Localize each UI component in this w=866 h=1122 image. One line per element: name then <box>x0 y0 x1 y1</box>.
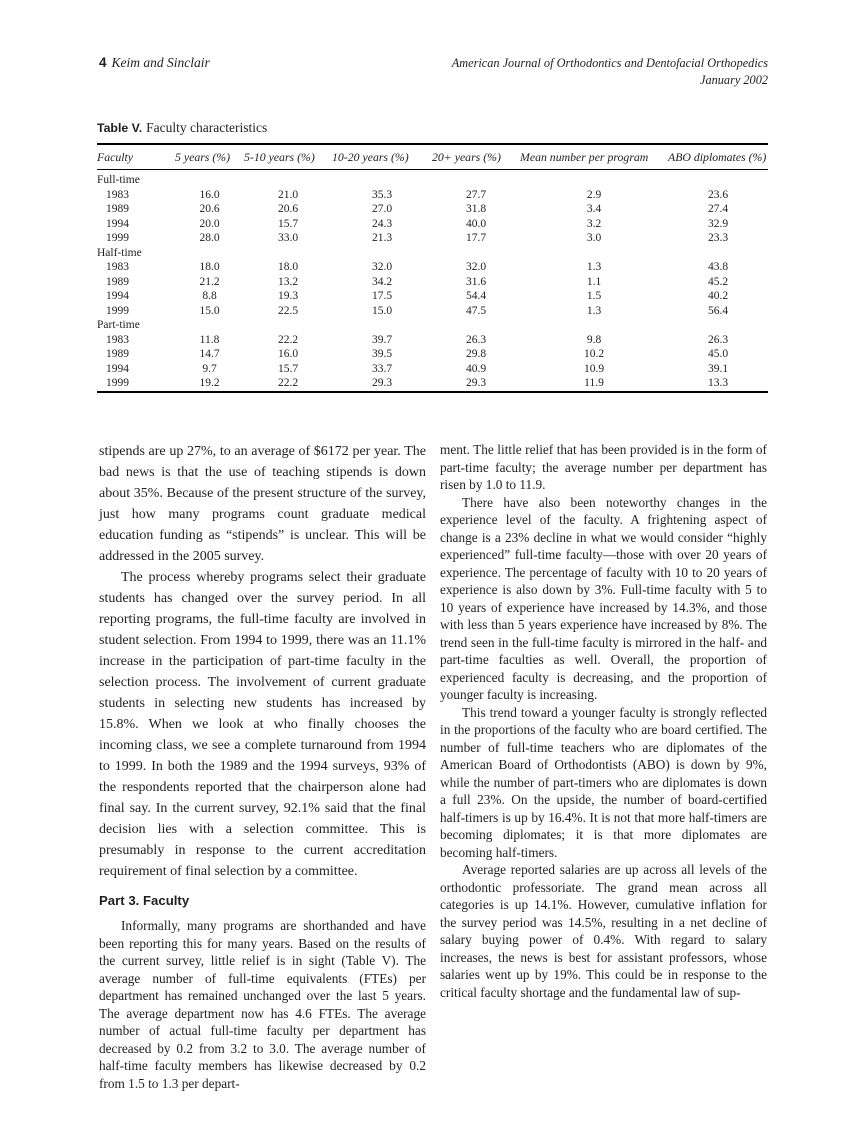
table-cell-value: 21.0 <box>277 188 299 201</box>
table-cell-value: 19.3 <box>277 290 299 302</box>
table-cell-value: 8.8 <box>202 290 217 302</box>
table-cell-value: 14.7 <box>199 348 220 360</box>
table-cell-value: 15.7 <box>277 217 299 230</box>
table-cell-value: 32.0 <box>465 261 487 273</box>
table-cell-value: 15.0 <box>371 304 393 317</box>
page-number: 4 <box>99 55 107 70</box>
table-group-label: Full-time <box>97 174 140 186</box>
table-cell-year: 1994 <box>106 362 129 375</box>
table-row <box>97 362 768 377</box>
table-cell-value: 22.5 <box>277 304 299 317</box>
table-row <box>97 188 768 203</box>
table-cell-value: 27.4 <box>707 203 729 215</box>
table-cell-value: 23.6 <box>707 188 729 201</box>
table-cell-value: 13.3 <box>707 377 729 389</box>
col-header-10-20-years: 10-20 years (%) <box>332 144 432 170</box>
running-head <box>99 55 768 89</box>
table-cell-value: 34.2 <box>371 275 393 288</box>
table-cell-value: 39.7 <box>371 333 393 346</box>
table-cell-value: 11.9 <box>584 377 604 389</box>
table-cell-year: 1994 <box>106 217 129 230</box>
table-cell-value: 1.5 <box>586 290 602 302</box>
col-header-faculty: Faculty <box>97 144 175 170</box>
table-cell-value: 10.9 <box>583 362 605 375</box>
table-cell-value: 29.3 <box>371 377 393 389</box>
table-title <box>97 120 768 136</box>
table-cell-value: 16.0 <box>277 348 299 360</box>
table-row <box>97 376 768 392</box>
table-cell-value: 19.2 <box>199 377 220 389</box>
table-cell-value: 32.9 <box>707 217 729 230</box>
table-cell-value: 29.8 <box>465 348 487 360</box>
col-header-abo-diplomates: ABO diplomates (%) <box>668 144 768 170</box>
table-cell-value: 32.0 <box>371 261 393 273</box>
body-paragraph: Informally, many programs are shorthanded and have been reporting this for many years. Based on the results of the current survey, little relief is in sight (Table V). The average number of full-time equivalents (FTEs) per department has remained unchanged over the last 5 years. The average department now has 4.6 FTEs. The average number of actual full-time faculty per department has decreased by 0.2 from 3.2 to 3.0. The average number of half-time faculty members has likewise decreased by 0.2 from 1.5 to 1.3 per depart- <box>99 918 426 1091</box>
table-group-row <box>97 318 768 333</box>
table-cell-value: 23.3 <box>707 232 729 244</box>
table-header-row <box>97 144 768 170</box>
table-cell-value: 39.1 <box>707 362 729 375</box>
table-cell-value: 3.0 <box>586 232 602 244</box>
table-cell-value: 26.3 <box>465 333 487 346</box>
body-paragraph: stipends are up 27%, to an average of $6172 per year. The bad news is that the use of teaching stipends is down about 35%. Because of the present structure of the survey, just how many programs count graduate medical education funding as “stipends” is unclear. This will be addressed in the 2005 survey. <box>99 444 426 564</box>
table-row <box>97 217 768 232</box>
table-cell-value: 11.8 <box>199 333 220 346</box>
table-cell-year: 1983 <box>106 333 129 346</box>
table-cell-value: 56.4 <box>707 304 729 317</box>
col-header-20-plus-years: 20+ years (%) <box>432 144 520 170</box>
table-cell-value: 29.3 <box>465 377 487 389</box>
table-cell-value: 24.3 <box>371 217 393 230</box>
table-cell-year: 1999 <box>106 377 129 389</box>
table-cell-value: 17.5 <box>371 290 393 302</box>
table-body <box>97 170 768 392</box>
table-cell-value: 3.4 <box>586 203 602 215</box>
table-cell-value: 45.2 <box>707 275 729 288</box>
table-cell-value: 40.9 <box>465 362 487 375</box>
table-cell-value: 9.7 <box>202 362 217 375</box>
body-text <box>99 441 768 1092</box>
body-paragraph: Average reported salaries are up across all levels of the orthodontic professoriate. The grand mean across all categories is up 14.1%. However, cumulative inflation for the survey period was 14.5%, resulting in a net decline of salary buying power of 0.4%. With regard to salary increases, the news is best for assistant professors, whose salaries went up by 19%. This could be in response to the critical faculty shortage and the fundamental law of sup- <box>440 862 767 1000</box>
table-cell-value: 17.7 <box>465 232 487 244</box>
table-cell-value: 47.5 <box>465 304 487 317</box>
table-cell-value: 35.3 <box>371 188 393 201</box>
table-row <box>97 347 768 362</box>
table-cell-value: 16.0 <box>199 188 220 201</box>
table-cell-year: 1983 <box>106 188 129 201</box>
table-cell-value: 45.0 <box>707 348 729 360</box>
table-group-row <box>97 246 768 261</box>
table-row <box>97 275 768 290</box>
table-cell-year: 1989 <box>106 203 129 215</box>
table-cell-value: 20.6 <box>277 203 299 215</box>
table-v-section <box>97 120 768 393</box>
table-row <box>97 260 768 275</box>
table-cell-value: 31.8 <box>465 203 487 215</box>
table-cell-value: 39.5 <box>371 348 393 360</box>
table-cell-value: 10.2 <box>583 348 605 360</box>
table-cell-year: 1999 <box>106 304 129 317</box>
table-row <box>97 231 768 246</box>
table-cell-value: 13.2 <box>277 275 299 288</box>
table-cell-value: 15.7 <box>277 362 299 375</box>
table-cell-value: 22.2 <box>277 377 299 389</box>
table-cell-value: 21.2 <box>199 275 220 288</box>
table-cell-value: 43.8 <box>707 261 729 273</box>
table-cell-value: 9.8 <box>586 333 602 346</box>
table-cell-value: 1.3 <box>586 304 602 317</box>
table-cell-value: 27.0 <box>371 203 393 215</box>
table-group-label: Part-time <box>97 319 140 331</box>
journal-issue-date: January 2002 <box>700 73 768 87</box>
body-paragraph: There have also been noteworthy changes in the experience level of the faculty. A frightening aspect of change is a 23% decline in what we would consider “highly experienced” full-time faculty—those with over 20 years of experience. The percentage of faculty with 10 to 20 years of experience is also down by 3%. Full-time faculty with 5 to 10 years of experience have increased by 14.3%, and those with less than 5 years experience have increased by 8%. The trend seen in the full-time faculty is mirrored in the half- and part-time faculties as well. Overall, the proportion of experienced faculty is decreasing, and the proportion of younger faculty is increasing. <box>440 494 767 702</box>
table-cell-value: 22.2 <box>277 333 299 346</box>
body-paragraph: This trend toward a younger faculty is strongly reflected in the proportions of the faculty who are board certified. The number of full-time teachers who are diplomates of the American Board of Orthodontists (ABO) is down by 9%, while the number of part-timers who are diplomates is down a full 23%. On the upside, the number of board-certified half-timers is up by 16.4%. It is not that more half-timers are becoming diplomates; it is that more diplomates are becoming half-timers. <box>440 704 767 860</box>
right-column <box>440 441 767 1092</box>
table-cell-year: 1983 <box>106 261 129 273</box>
body-paragraph: The process whereby programs select their graduate students has changed over the survey period. In all reporting programs, the full-time faculty are involved in student selection. From 1994 to 1999, there was an 11.1% increase in the participation of part-time faculty in the selection process. The involvement of current graduate students in selecting new students has increased by 15.8%. When we look at who finally chooses the incoming class, we see a complete turnaround from 1994 to 1999. In both the 1989 and the 1994 surveys, 93% of the respondents reported that the chairperson alone had final say. In the current survey, 92.1% said that the final decision lies with a selection committee. This is presumably in response to the current accreditation requirement of final selection by a committee. <box>99 570 426 879</box>
table-cell-value: 33.0 <box>277 232 299 244</box>
table-cell-year: 1994 <box>106 290 129 302</box>
table-row <box>97 202 768 217</box>
table-label: Table V. <box>97 121 143 135</box>
table-cell-value: 20.0 <box>199 217 220 230</box>
table-cell-value: 33.7 <box>371 362 393 375</box>
table-cell-value: 27.7 <box>465 188 487 201</box>
journal-title: American Journal of Orthodontics and Dentofacial Orthopedics <box>451 56 768 70</box>
table-cell-year: 1989 <box>106 348 129 360</box>
table-cell-value: 40.0 <box>465 217 487 230</box>
col-header-mean-per-program: Mean number per program <box>520 144 668 170</box>
table-row <box>97 304 768 319</box>
table-cell-value: 1.3 <box>586 261 602 273</box>
table-cell-value: 15.0 <box>199 304 220 317</box>
col-header-5-10-years: 5-10 years (%) <box>244 144 332 170</box>
left-column <box>99 441 426 1092</box>
table-group-row <box>97 170 768 188</box>
table-group-label: Half-time <box>97 246 142 259</box>
table-cell-value: 1.1 <box>586 275 602 288</box>
table-cell-value: 18.0 <box>277 261 299 273</box>
table-cell-value: 20.6 <box>199 203 220 215</box>
table-cell-value: 2.9 <box>586 188 602 201</box>
running-head-left <box>99 55 210 71</box>
table-row <box>97 289 768 304</box>
table-cell-value: 40.2 <box>707 290 729 302</box>
table-cell-value: 3.2 <box>586 217 602 230</box>
col-header-5-years: 5 years (%) <box>175 144 244 170</box>
table-caption: Faculty characteristics <box>146 120 268 135</box>
table-cell-value: 28.0 <box>199 232 220 244</box>
table-cell-value: 31.6 <box>465 275 487 288</box>
table-cell-value: 18.0 <box>199 261 220 273</box>
table-cell-value: 26.3 <box>707 333 729 346</box>
body-paragraph: ment. The little relief that has been provided is in the form of part-time faculty; the average number per department has risen by 1.0 to 11.9. <box>440 442 767 492</box>
table-row <box>97 333 768 348</box>
table-cell-year: 1999 <box>106 232 129 244</box>
running-authors: Keim and Sinclair <box>111 55 210 70</box>
table-cell-year: 1989 <box>106 275 129 288</box>
running-head-right <box>452 55 768 89</box>
faculty-characteristics-table <box>97 143 768 393</box>
section-heading-part-3-faculty: Part 3. Faculty <box>99 893 190 908</box>
table-cell-value: 21.3 <box>371 232 393 244</box>
table-cell-value: 54.4 <box>465 290 487 302</box>
